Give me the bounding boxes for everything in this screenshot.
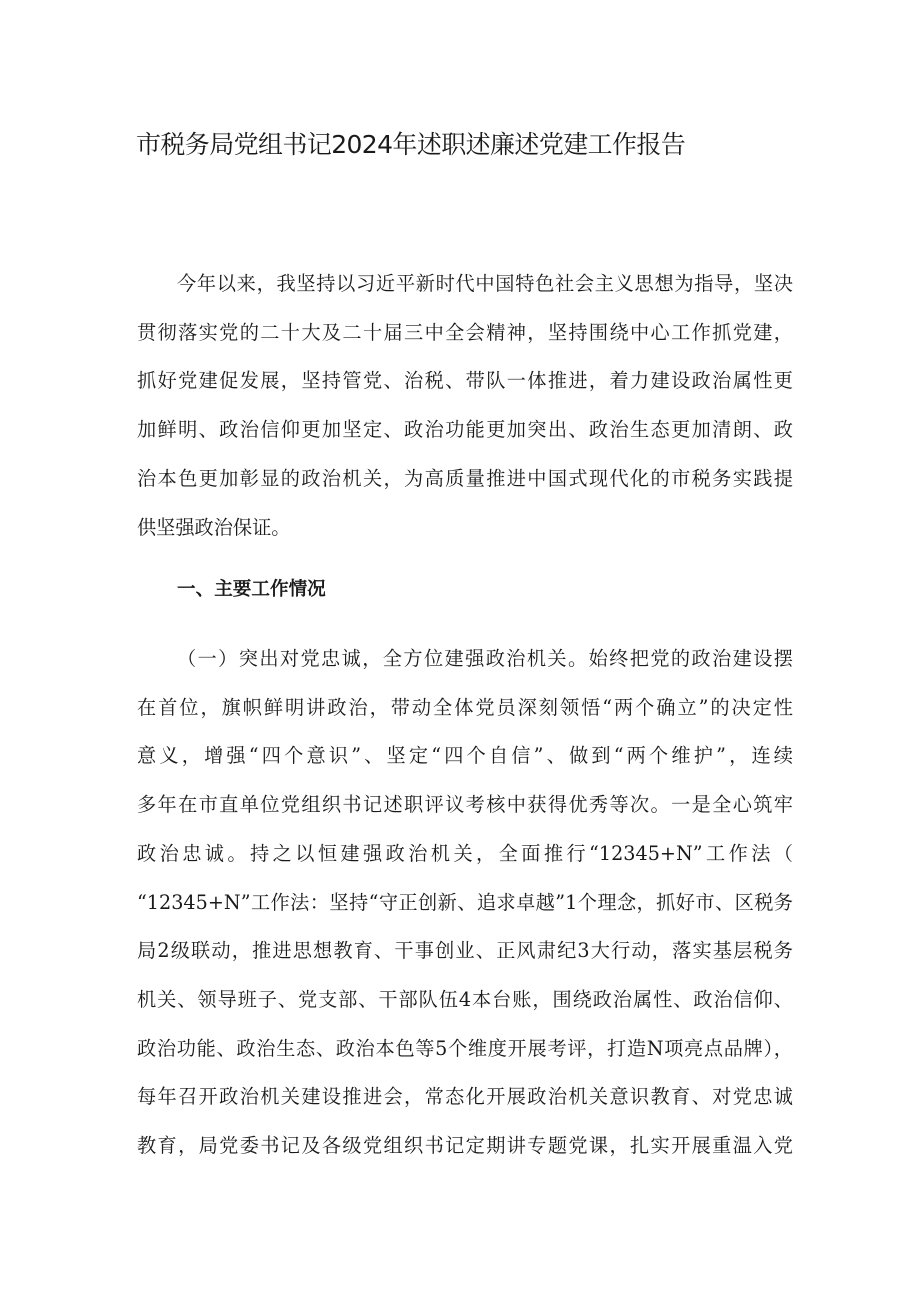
body-line: 政治功能、政治生态、政治本色等5个维度开展考评，打造N项亮点品牌）， [137,1036,793,1060]
body-line: 每年召开政治机关建设推进会，常态化开展政治机关意识教育、对党忠诚 [137,1085,793,1109]
body-line: 局2级联动，推进思想教育、干事创业、正风肃纪3大行动，落实基层税务 [137,939,793,963]
document-title: 市税务局党组书记2024年述职述廉述党建工作报告 [136,130,686,159]
intro-line: 贯彻落实党的二十大及二十届三中全会精神，坚持围绕中心工作抓党建， [137,320,793,344]
body-line: 在首位，旗帜鲜明讲政治，带动全体党员深刻领悟“两个确立”的决定性 [137,695,793,719]
body-line: 机关、领导班子、党支部、干部队伍4本台账，围绕政治属性、政治信仰、 [137,987,793,1011]
intro-line: 供坚强政治保证。 [137,515,291,539]
intro-line: 今年以来，我坚持以习近平新时代中国特色社会主义思想为指导，坚决 [177,272,793,295]
body-line: 政治忠诚。持之以恒建强政治机关，全面推行“12345+N”工作法（ [137,841,793,865]
section-heading: 一、主要工作情况 [177,579,326,600]
body-line: 教育，局党委书记及各级党组织书记定期讲专题党课，扎实开展重温入党 [137,1134,793,1157]
body-line: “12345+N”工作法：坚持“守正创新、追求卓越”1个理念，抓好市、区税务 [137,890,793,914]
body-line: （一）突出对党忠诚，全方位建强政治机关。始终把党的政治建设摆 [177,647,793,670]
body-line: 多年在市直单位党组织书记述职评议考核中获得优秀等次。一是全心筑牢 [137,793,793,817]
body-line: 意义，增强“四个意识”、坚定“四个自信”、做到“两个维护”，连续 [137,744,793,768]
intro-line: 治本色更加彰显的政治机关，为高质量推进中国式现代化的市税务实践提 [137,466,793,490]
intro-line: 抓好党建促发展，坚持管党、治税、带队一体推进，着力建设政治属性更 [137,369,793,393]
intro-line: 加鲜明、政治信仰更加坚定、政治功能更加突出、政治生态更加清朗、政 [137,418,793,442]
